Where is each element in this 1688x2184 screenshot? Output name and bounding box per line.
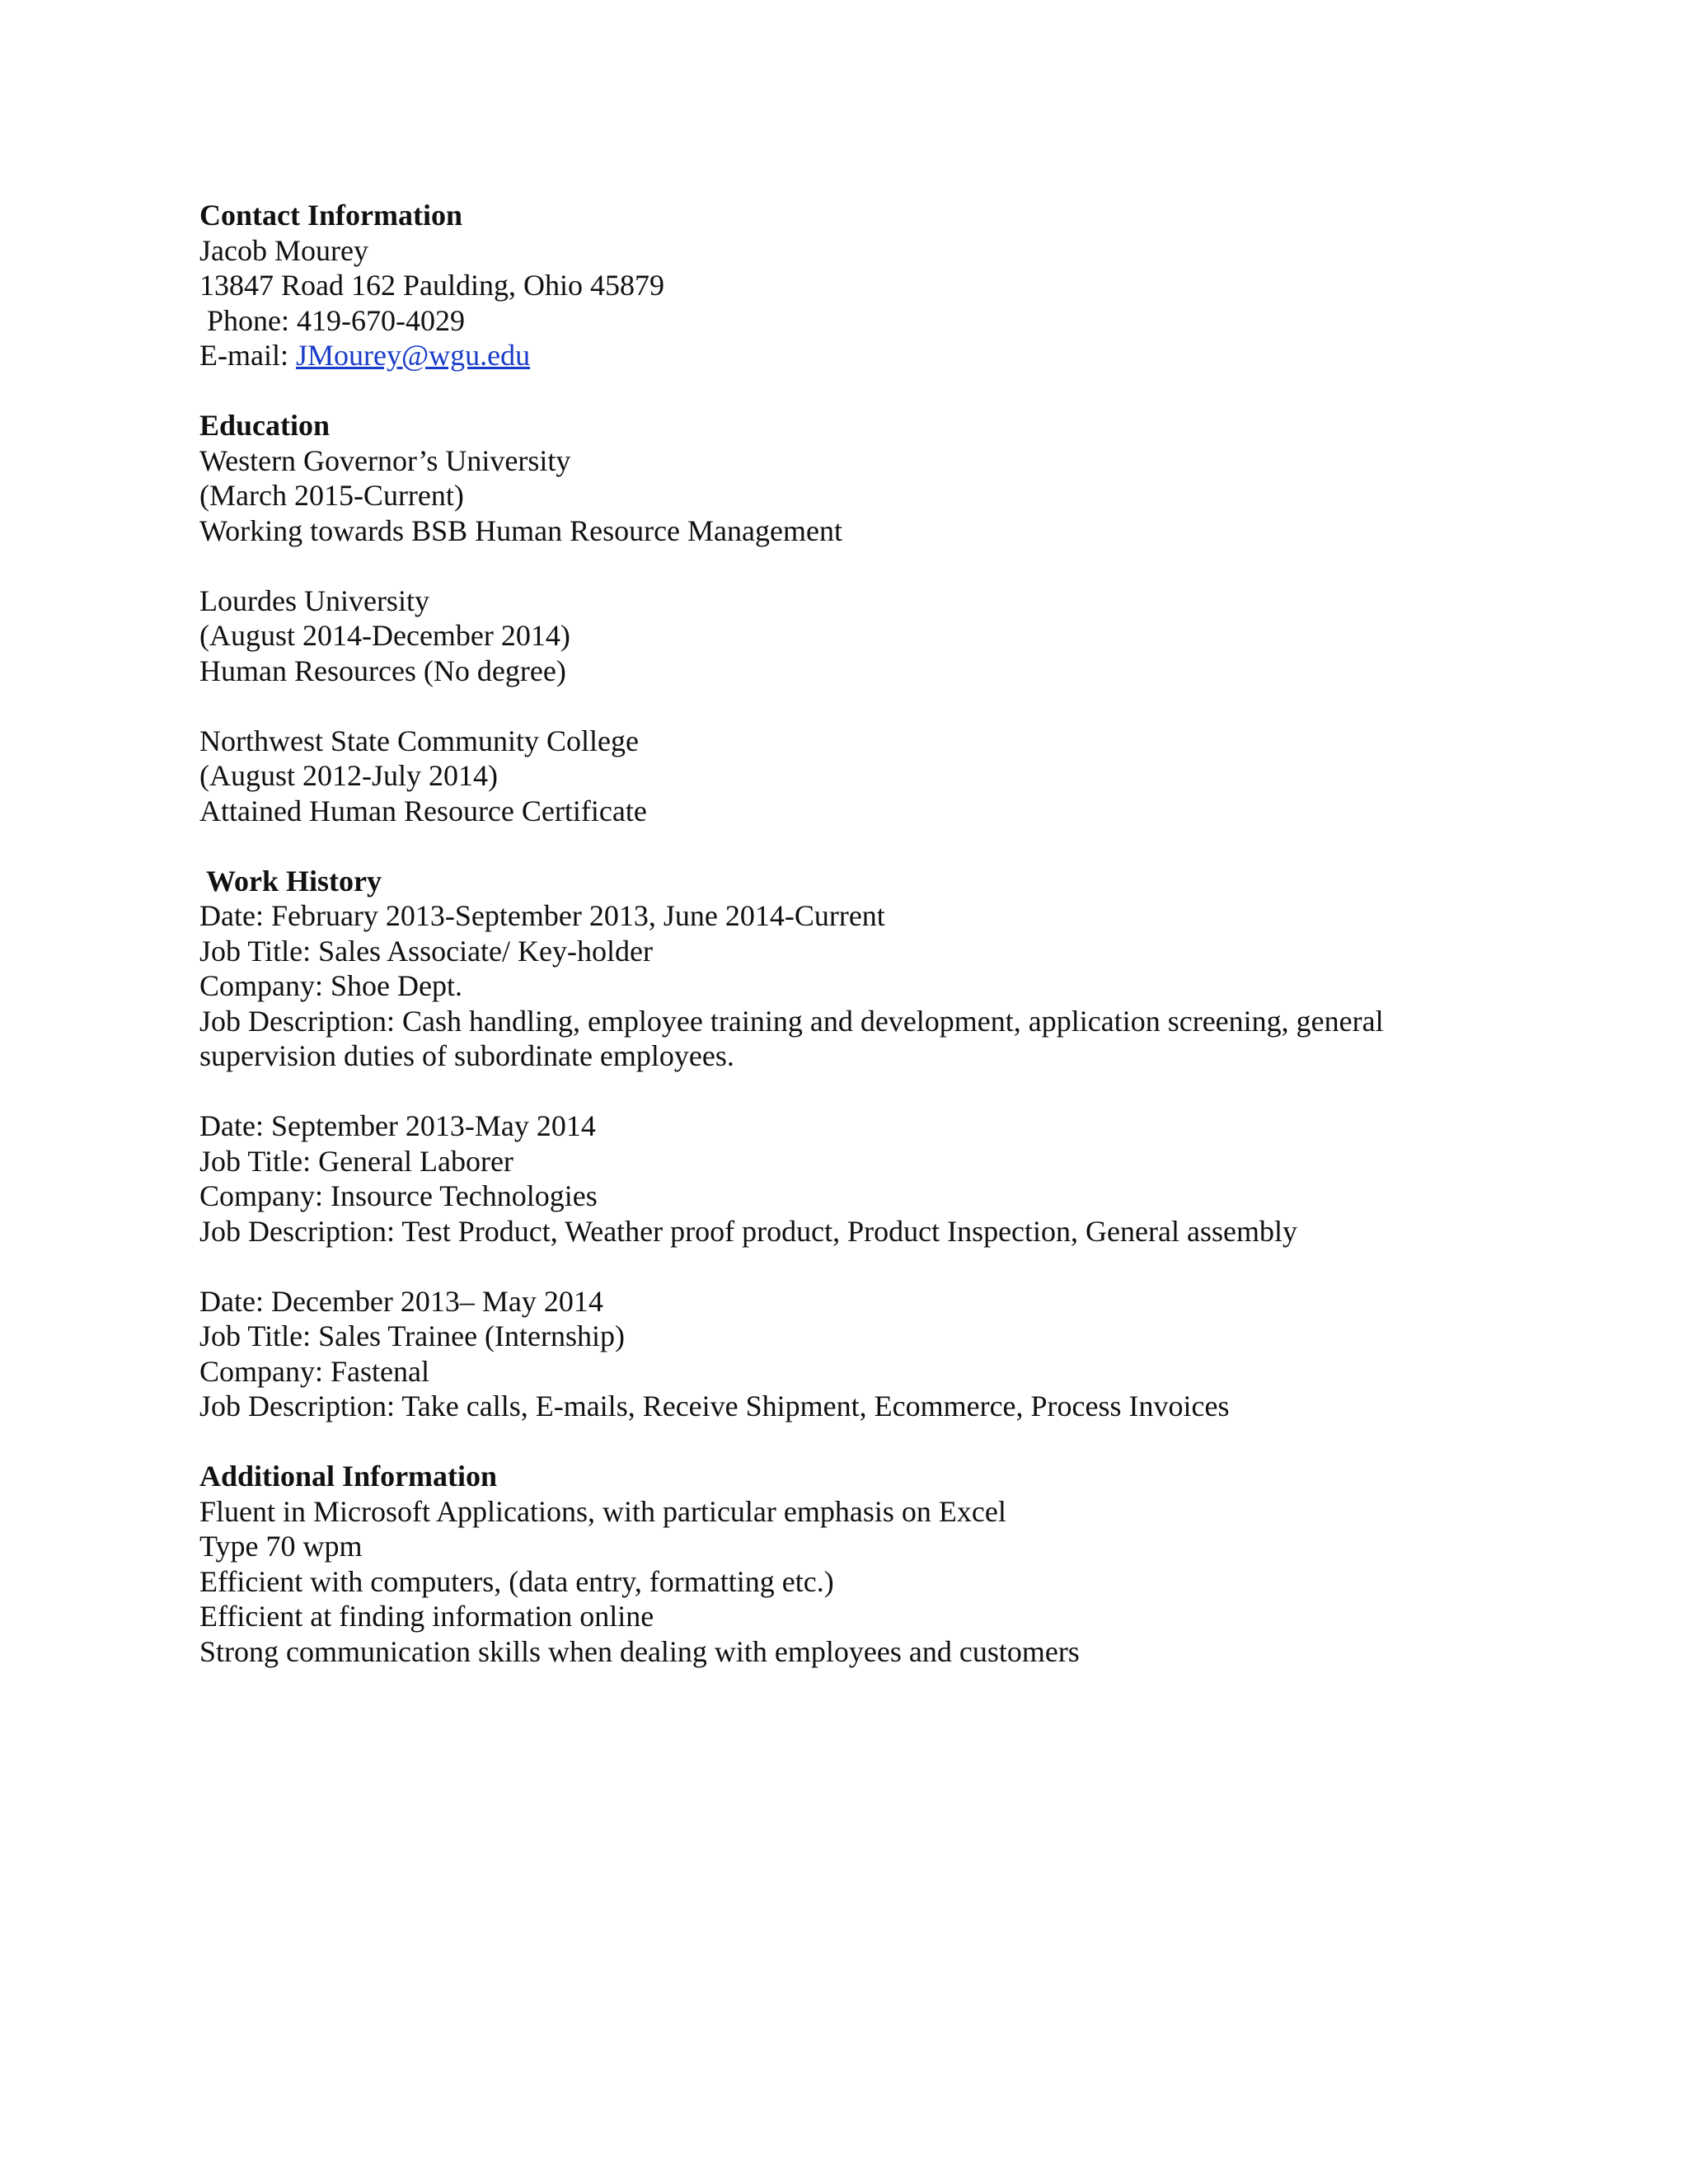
additional-item: Type 70 wpm bbox=[199, 1530, 363, 1563]
job-title: Job Title: Sales Trainee (Internship) bbox=[199, 1319, 626, 1352]
email-link[interactable]: JMourey@wgu.edu bbox=[295, 339, 531, 372]
job-date: Date: December 2013– May 2014 bbox=[199, 1284, 603, 1318]
spacer bbox=[199, 548, 1436, 583]
job-description: Job Description: Test Product, Weather proof product, Product Inspection, General assembly bbox=[199, 1214, 1297, 1248]
job-company: Company: Shoe Dept. bbox=[199, 969, 462, 1002]
job-title: Job Title: General Laborer bbox=[199, 1144, 513, 1178]
spacer bbox=[199, 688, 1436, 724]
additional-item: Efficient with computers, (data entry, formatting etc.) bbox=[199, 1564, 834, 1598]
school-dates: (August 2012-July 2014) bbox=[199, 759, 498, 792]
spacer bbox=[199, 1424, 1436, 1460]
job-date: Date: September 2013-May 2014 bbox=[199, 1109, 596, 1142]
resume-page bbox=[199, 198, 1436, 1669]
additional-item: Efficient at finding information online bbox=[199, 1600, 654, 1633]
school-detail: Attained Human Resource Certificate bbox=[199, 794, 647, 827]
additional-item: Strong communication skills when dealing with employees and customers bbox=[199, 1634, 1080, 1668]
job-company: Company: Insource Technologies bbox=[199, 1179, 598, 1212]
contact-address: 13847 Road 162 Paulding, Ohio 45879 bbox=[199, 269, 664, 302]
contact-phone: Phone: 419-670-4029 bbox=[199, 303, 465, 337]
school-name: Lourdes University bbox=[199, 583, 429, 617]
job-description: Job Description: Cash handling, employee training and development, application screening, general supervision duties of subordinate employees. bbox=[199, 1004, 1384, 1072]
spacer bbox=[199, 828, 1436, 864]
job-title: Job Title: Sales Associate/ Key-holder bbox=[199, 934, 653, 968]
email-label: E-mail: bbox=[199, 339, 296, 372]
contact-heading: Contact Information bbox=[199, 199, 462, 232]
education-heading: Education bbox=[199, 409, 331, 442]
contact-name: Jacob Mourey bbox=[199, 233, 368, 267]
work-heading: Work History bbox=[206, 864, 382, 898]
job-company: Company: Fastenal bbox=[199, 1354, 429, 1388]
school-dates: (August 2014-December 2014) bbox=[199, 619, 570, 652]
spacer bbox=[199, 1249, 1436, 1284]
additional-heading: Additional Information bbox=[199, 1460, 498, 1493]
job-description: Job Description: Take calls, E-mails, Receive Shipment, Ecommerce, Process Invoices bbox=[199, 1390, 1230, 1422]
spacer bbox=[199, 373, 1436, 409]
spacer bbox=[199, 1074, 1436, 1109]
additional-item: Fluent in Microsoft Applications, with particular emphasis on Excel bbox=[199, 1494, 1006, 1528]
school-name: Western Governor’s University bbox=[199, 443, 571, 477]
school-name: Northwest State Community College bbox=[199, 724, 639, 757]
school-detail: Working towards BSB Human Resource Management bbox=[199, 513, 842, 547]
school-detail: Human Resources (No degree) bbox=[199, 654, 566, 687]
job-date: Date: February 2013-September 2013, June 2014-Current bbox=[199, 899, 885, 932]
contact-email-line bbox=[199, 338, 1436, 373]
school-dates: (March 2015-Current) bbox=[199, 479, 464, 512]
